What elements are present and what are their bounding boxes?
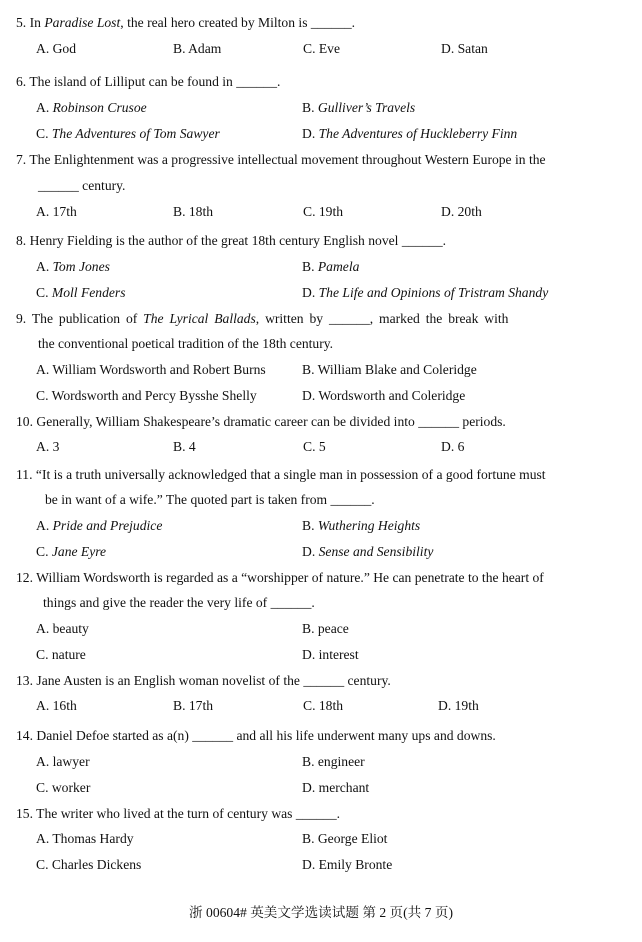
option-d[interactable] <box>302 543 433 561</box>
option-c[interactable] <box>36 284 126 302</box>
option-letter: B. <box>302 518 318 533</box>
question-14 <box>16 727 496 745</box>
question-6 <box>16 73 280 91</box>
question-number: 5. <box>16 15 27 30</box>
option-c[interactable]: C. 19th <box>303 204 344 219</box>
option-d[interactable] <box>302 125 517 143</box>
option-d[interactable]: D. 20th <box>441 204 482 219</box>
question-number: 12. <box>16 570 33 585</box>
option-b[interactable]: B. engineer <box>302 754 365 769</box>
question-text: The Enlightenment was a progressive intellectual movement throughout Western Europe in the <box>29 152 546 167</box>
question-text: Henry Fielding is the author of the great 18th century English novel ______. <box>29 233 447 248</box>
question-11 <box>16 466 546 484</box>
question-continuation: things and give the reader the very life of ______. <box>43 595 315 610</box>
option-d[interactable] <box>302 284 548 302</box>
question-text: Generally, William Shakespeare’s dramatic career can be divided into ______ periods. <box>36 414 506 429</box>
question-text: Jane Austen is an English woman novelist of the ______ century. <box>36 673 391 688</box>
option-a[interactable] <box>36 258 110 276</box>
option-b[interactable]: B. George Eliot <box>302 831 388 846</box>
question-8 <box>16 232 446 250</box>
question-number: 14. <box>16 728 33 743</box>
option-a[interactable]: A. 16th <box>36 698 77 713</box>
option-c[interactable]: C. 5 <box>303 439 326 454</box>
question-text: The writer who lived at the turn of century was ______. <box>36 806 341 821</box>
option-c[interactable] <box>36 125 220 143</box>
question-title: The Lyrical Ballads <box>143 311 256 326</box>
option-letter: D. <box>302 544 319 559</box>
question-number: 9. <box>16 311 27 326</box>
question-title: Paradise Lost <box>44 15 121 30</box>
question-number: 13. <box>16 673 33 688</box>
option-d[interactable]: D. interest <box>302 647 359 662</box>
question-12 <box>16 569 544 587</box>
option-c[interactable] <box>36 543 106 561</box>
option-c[interactable]: C. Charles Dickens <box>36 857 142 872</box>
option-d[interactable]: D. merchant <box>302 780 370 795</box>
option-c[interactable]: C. worker <box>36 780 91 795</box>
question-13 <box>16 672 391 690</box>
option-c[interactable]: C. Eve <box>303 41 340 56</box>
option-title: The Adventures of Huckleberry Finn <box>318 126 518 141</box>
question-15 <box>16 805 340 823</box>
option-c[interactable]: C. 18th <box>303 698 344 713</box>
option-title: The Adventures of Tom Sawyer <box>51 126 220 141</box>
option-letter: A. <box>36 100 53 115</box>
option-b[interactable]: B. 17th <box>173 698 214 713</box>
option-letter: A. <box>36 259 53 274</box>
option-title: Gulliver’s Travels <box>317 100 416 115</box>
option-d[interactable]: D. 19th <box>438 698 479 713</box>
option-a[interactable]: A. lawyer <box>36 754 90 769</box>
question-text: , the real hero created by Milton is ______. <box>120 15 356 30</box>
option-letter: C. <box>36 126 52 141</box>
option-d[interactable]: D. 6 <box>441 439 465 454</box>
option-b[interactable]: B. 18th <box>173 204 214 219</box>
option-a[interactable]: A. beauty <box>36 621 89 636</box>
option-a[interactable]: A. 17th <box>36 204 77 219</box>
question-5 <box>16 14 355 32</box>
option-letter: C. <box>36 285 52 300</box>
option-b[interactable]: B. 4 <box>173 439 196 454</box>
option-b[interactable]: B. William Blake and Coleridge <box>302 362 477 377</box>
question-continuation: be in want of a wife.” The quoted part is taken from ______. <box>45 492 375 507</box>
option-a[interactable]: A. 3 <box>36 439 60 454</box>
option-letter: D. <box>302 285 319 300</box>
question-10 <box>16 413 506 431</box>
option-b[interactable] <box>302 99 415 117</box>
option-letter: C. <box>36 544 52 559</box>
page-footer: 浙 00604# 英美文学选读试题 第 2 页(共 7 页) <box>189 905 453 920</box>
option-d[interactable]: D. Wordsworth and Coleridge <box>302 388 466 403</box>
question-number: 10. <box>16 414 33 429</box>
option-letter: B. <box>302 100 318 115</box>
option-title: The Life and Opinions of Tristram Shandy <box>318 285 549 300</box>
option-a[interactable]: A. William Wordsworth and Robert Burns <box>36 362 266 377</box>
option-title: Sense and Sensibility <box>318 544 434 559</box>
option-title: Robinson Crusoe <box>52 100 147 115</box>
option-title: Pride and Prejudice <box>52 518 163 533</box>
question-number: 7. <box>16 152 27 167</box>
option-c[interactable]: C. nature <box>36 647 86 662</box>
option-title: Wuthering Heights <box>317 518 421 533</box>
option-b[interactable]: B. peace <box>302 621 349 636</box>
option-letter: B. <box>302 259 318 274</box>
option-d[interactable]: D. Emily Bronte <box>302 857 393 872</box>
question-text: The publication of <box>31 311 144 326</box>
option-title: Jane Eyre <box>51 544 107 559</box>
option-a[interactable] <box>36 99 147 117</box>
option-a[interactable]: A. God <box>36 41 77 56</box>
option-c[interactable]: C. Wordsworth and Percy Bysshe Shelly <box>36 388 257 403</box>
question-text: The island of Lilliput can be found in ______. <box>29 74 281 89</box>
question-text: “It is a truth universally acknowledged that a single man in possession of a good fortune must <box>35 467 546 482</box>
question-9 <box>16 310 508 328</box>
option-letter: D. <box>302 126 319 141</box>
question-7 <box>16 151 546 169</box>
question-text: In <box>29 15 45 30</box>
question-number: 6. <box>16 74 27 89</box>
question-text: Daniel Defoe started as a(n) ______ and all his life underwent many ups and downs. <box>36 728 496 743</box>
question-continuation: ______ century. <box>38 178 126 193</box>
option-title: Pamela <box>317 259 360 274</box>
question-number: 15. <box>16 806 33 821</box>
question-text: , written by ______, marked the break with <box>255 311 509 326</box>
option-b[interactable] <box>302 517 420 535</box>
option-letter: A. <box>36 518 53 533</box>
option-a[interactable] <box>36 517 162 535</box>
option-d[interactable]: D. Satan <box>441 41 488 56</box>
question-number: 8. <box>16 233 27 248</box>
question-text: William Wordsworth is regarded as a “worshipper of nature.” He can penetrate to the heart of <box>36 570 544 585</box>
question-number: 11. <box>16 467 33 482</box>
option-title: Tom Jones <box>52 259 110 274</box>
option-a[interactable]: A. Thomas Hardy <box>36 831 134 846</box>
option-b[interactable] <box>302 258 359 276</box>
question-continuation: the conventional poetical tradition of the 18th century. <box>38 336 334 351</box>
option-b[interactable]: B. Adam <box>173 41 222 56</box>
option-title: Moll Fenders <box>51 285 126 300</box>
